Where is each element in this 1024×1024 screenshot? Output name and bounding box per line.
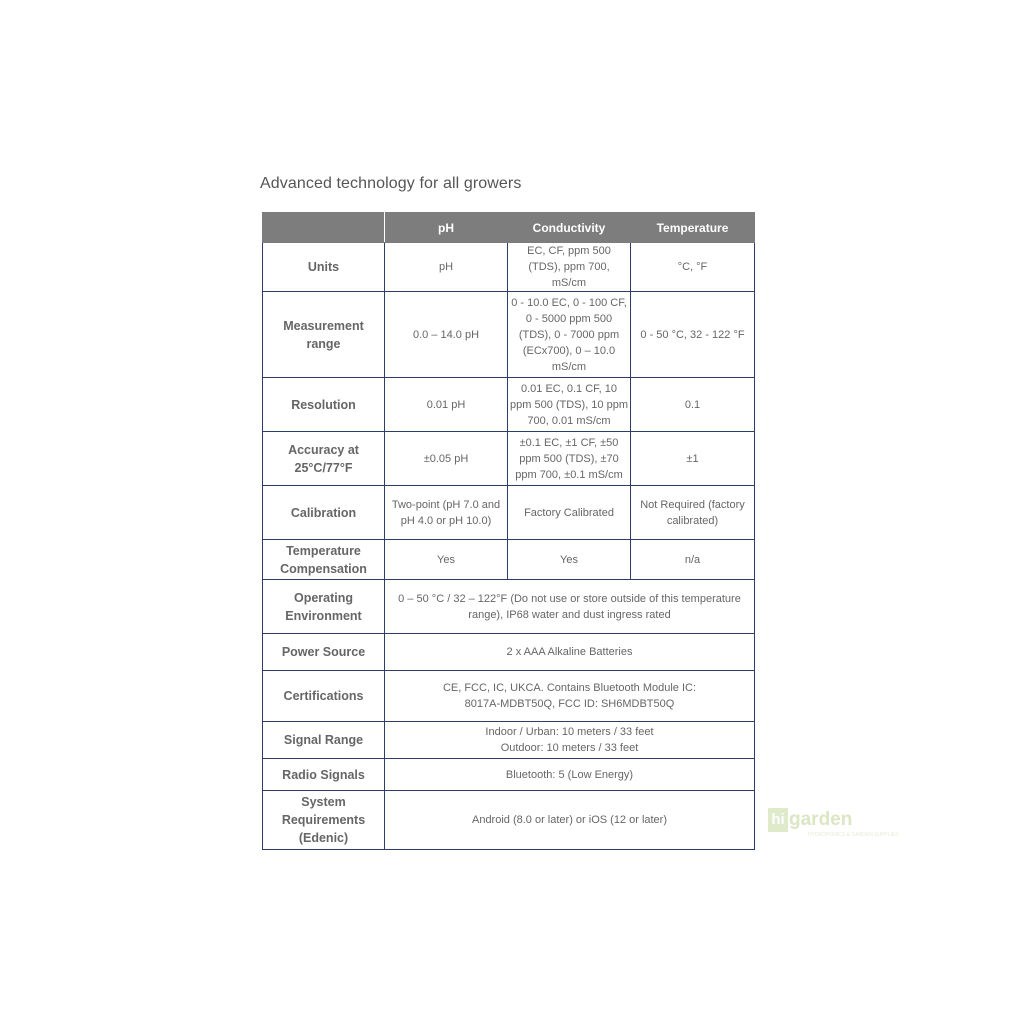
- cell-conductivity: EC, CF, ppm 500 (TDS), ppm 700, mS/cm: [508, 243, 631, 292]
- row-signal-range: [263, 722, 755, 759]
- row-calibration: [263, 486, 755, 540]
- row-certifications: [263, 671, 755, 722]
- header-ph: pH: [385, 213, 508, 243]
- cell-ph: pH: [385, 243, 508, 292]
- row-system-requirements: [263, 791, 755, 850]
- row-operating-environment: [263, 580, 755, 634]
- row-label: System Requirements (Edenic): [263, 791, 385, 850]
- cell-temperature: 0.1: [631, 378, 755, 432]
- cell-ph: 0.0 – 14.0 pH: [385, 292, 508, 378]
- cell-conductivity: ±0.1 EC, ±1 CF, ±50 ppm 500 (TDS), ±70 ppm 700, ±0.1 mS/cm: [508, 432, 631, 486]
- cell-conductivity: Yes: [508, 540, 631, 580]
- row-label: Temperature Compensation: [263, 540, 385, 580]
- cell-temperature: n/a: [631, 540, 755, 580]
- cell-span: 2 x AAA Alkaline Batteries: [385, 634, 755, 671]
- cell-span: Indoor / Urban: 10 meters / 33 feet Outdoor: 10 meters / 33 feet: [385, 722, 755, 759]
- cell-span: Android (8.0 or later) or iOS (12 or later): [385, 791, 755, 850]
- cell-ph: Yes: [385, 540, 508, 580]
- cell-ph: 0.01 pH: [385, 378, 508, 432]
- row-radio-signals: [263, 759, 755, 791]
- watermark-word: garden: [789, 809, 853, 830]
- row-temperature-compensation: [263, 540, 755, 580]
- cell-temperature: °C, °F: [631, 243, 755, 292]
- cell-ph: Two-point (pH 7.0 and pH 4.0 or pH 10.0): [385, 486, 508, 540]
- page-heading: Advanced technology for all growers: [260, 175, 522, 192]
- header-blank: [263, 213, 385, 243]
- row-measurement-range: [263, 292, 755, 378]
- row-label: Accuracy at 25°C/77°F: [263, 432, 385, 486]
- cell-span: Bluetooth: 5 (Low Energy): [385, 759, 755, 791]
- row-label: Signal Range: [263, 722, 385, 759]
- row-label: Certifications: [263, 671, 385, 722]
- row-label: Calibration: [263, 486, 385, 540]
- spec-table: [262, 212, 755, 850]
- watermark-tagline: HYDROPONICS & GARDEN SUPPLIES: [808, 832, 899, 838]
- cell-span: CE, FCC, IC, UKCA. Contains Bluetooth Module IC: 8017A-MDBT50Q, FCC ID: SH6MDBT50Q: [385, 671, 755, 722]
- cell-span: 0 – 50 °C / 32 – 122°F (Do not use or store outside of this temperature range), IP68 water and dust ingress rated: [385, 580, 755, 634]
- row-accuracy: [263, 432, 755, 486]
- row-label: Measurement range: [263, 292, 385, 378]
- row-label: Power Source: [263, 634, 385, 671]
- cell-temperature: 0 - 50 °C, 32 - 122 °F: [631, 292, 755, 378]
- row-label: Resolution: [263, 378, 385, 432]
- cell-conductivity: 0.01 EC, 0.1 CF, 10 ppm 500 (TDS), 10 ppm 700, 0.01 mS/cm: [508, 378, 631, 432]
- row-units: [263, 243, 755, 292]
- header-conductivity: Conductivity: [508, 213, 631, 243]
- higarden-watermark: [768, 808, 899, 842]
- cell-conductivity: Factory Calibrated: [508, 486, 631, 540]
- watermark-hi-badge: hi: [768, 808, 788, 832]
- row-power-source: [263, 634, 755, 671]
- header-temperature: Temperature: [631, 213, 755, 243]
- table-header-row: [263, 213, 755, 243]
- row-label: Units: [263, 243, 385, 292]
- cell-conductivity: 0 - 10.0 EC, 0 - 100 CF, 0 - 5000 ppm 500 (TDS), 0 - 7000 ppm (ECx700), 0 – 10.0 mS/cm: [508, 292, 631, 378]
- row-resolution: [263, 378, 755, 432]
- cell-temperature: ±1: [631, 432, 755, 486]
- cell-ph: ±0.05 pH: [385, 432, 508, 486]
- cell-temperature: Not Required (factory calibrated): [631, 486, 755, 540]
- row-label: Radio Signals: [263, 759, 385, 791]
- row-label: Operating Environment: [263, 580, 385, 634]
